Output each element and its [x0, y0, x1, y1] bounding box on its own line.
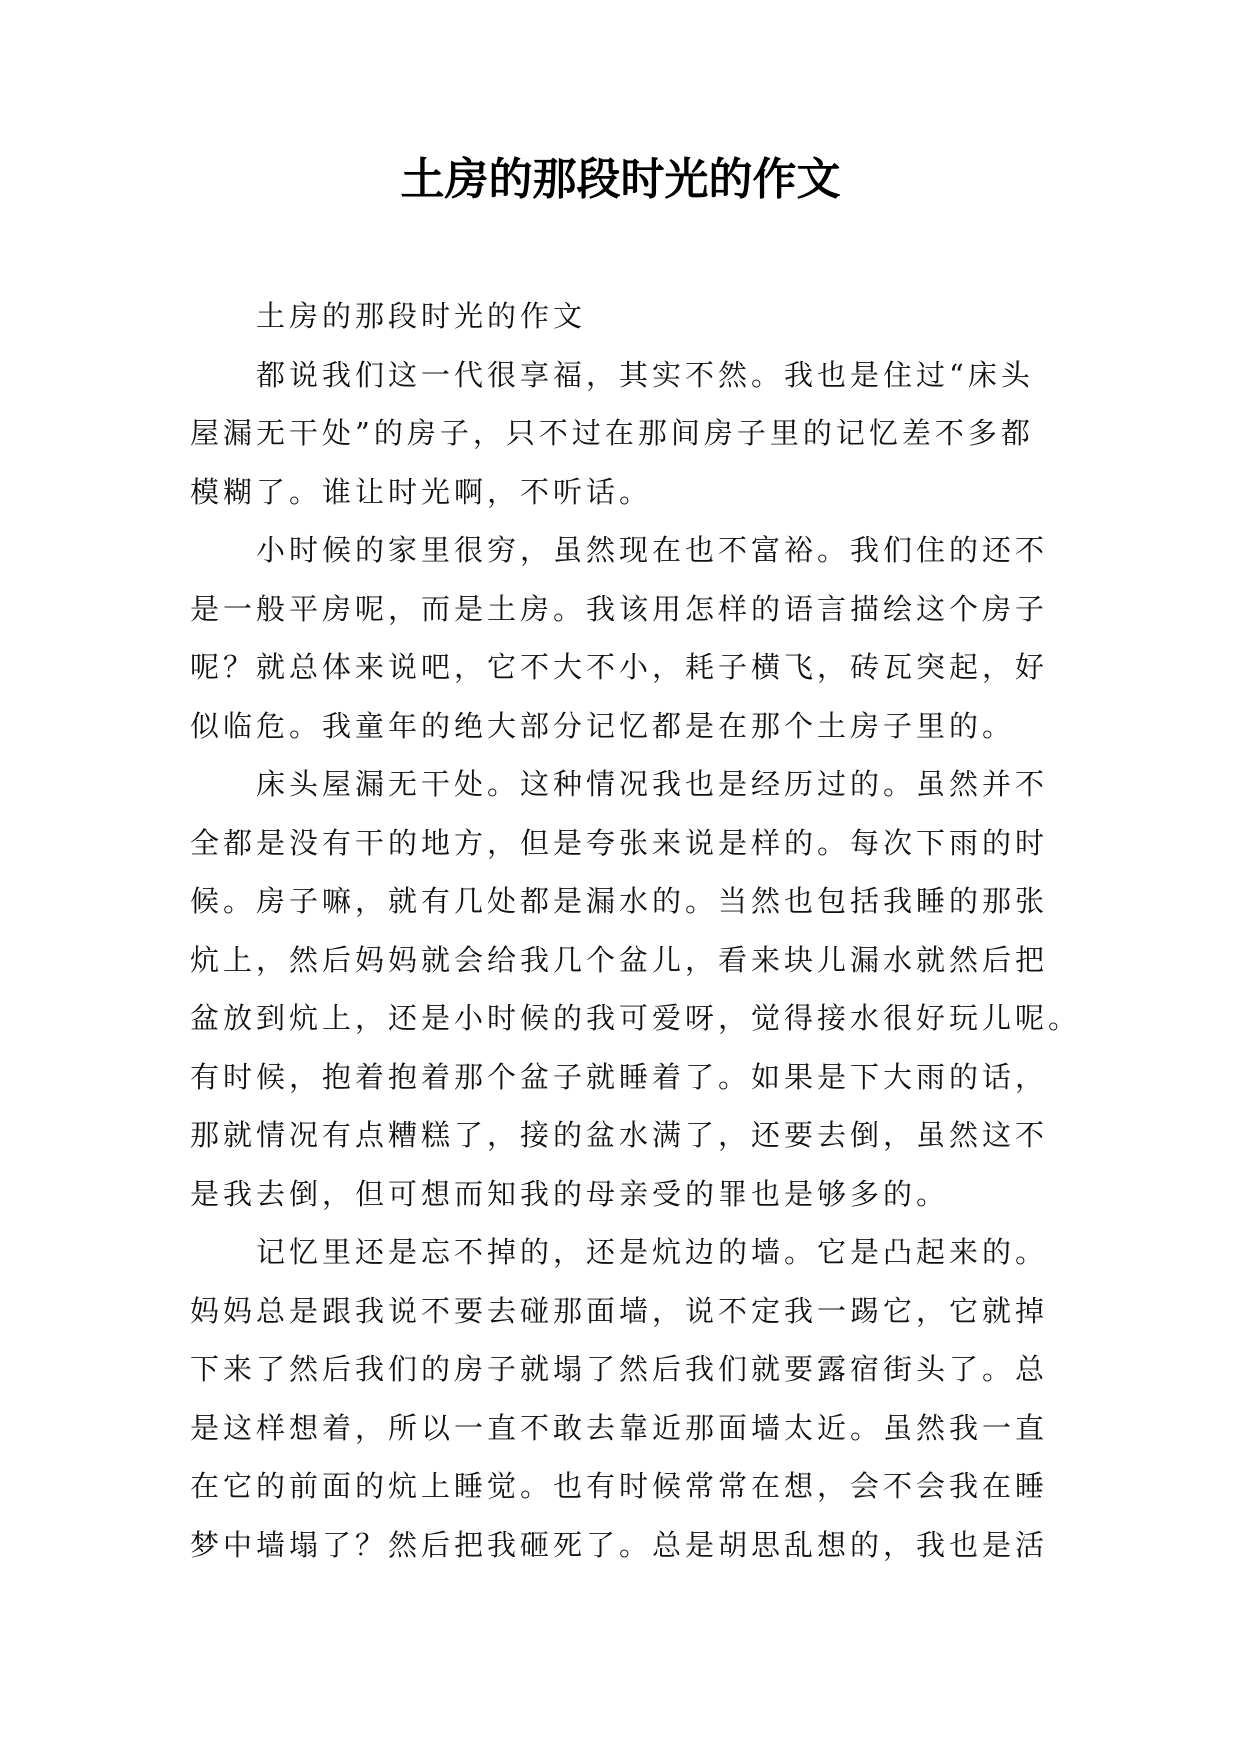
text-line: 是这样想着，所以一直不敢去靠近那面墙太近。虽然我一直 — [190, 1410, 1049, 1445]
text-line: 盆放到炕上，还是小时候的我可爱呀，觉得接水很好玩儿呢。 — [190, 1001, 1082, 1035]
text-line: 妈妈总是跟我说不要去碰那面墙，说不定我一踢它，它就掉 — [190, 1293, 1049, 1328]
text-line: 是一般平房呢，而是土房。我该用怎样的语言描绘这个房子 — [190, 591, 1049, 626]
text-line: 全都是没有干的地方，但是夸张来说是样的。每次下雨的时 — [190, 825, 1049, 860]
text-line: 土房的那段时光的作文 — [256, 299, 587, 333]
text-line: 模糊了。谁让时光啊，不听话。 — [190, 474, 653, 509]
text-line: 呢？就总体来说吧，它不大不小，耗子横飞，砖瓦突起，好 — [190, 650, 1049, 684]
text-line: 候。房子嘛，就有几处都是漏水的。当然也包括我睡的那张 — [190, 884, 1049, 918]
text-line: 小时候的家里很穷，虽然现在也不富裕。我们住的还不 — [256, 533, 1049, 567]
text-line: 在它的前面的炕上睡觉。也有时候常常在想，会不会我在睡 — [190, 1469, 1049, 1503]
document-title: 土房的那段时光的作文 — [400, 154, 841, 205]
text-line: 都说我们这一代很享福，其实不然。我也是住过“床头 — [256, 357, 1034, 392]
text-line: 那就情况有点糟糕了，接的盆水满了，还要去倒，虽然这不 — [190, 1118, 1049, 1152]
document-body — [190, 287, 1082, 1574]
text-line: 梦中墙塌了？然后把我砸死了。总是胡思乱想的，我也是活 — [190, 1527, 1049, 1562]
text-line: 是我去倒，但可想而知我的母亲受的罪也是够多的。 — [190, 1176, 950, 1211]
text-line: 似临危。我童年的绝大部分记忆都是在那个土房子里的。 — [190, 708, 1016, 743]
text-line: 下来了然后我们的房子就塌了然后我们就要露宿街头了。总 — [190, 1352, 1049, 1386]
text-line: 有时候，抱着抱着那个盆子就睡着了。如果是下大雨的话， — [190, 1059, 1049, 1094]
text-line: 床头屋漏无干处。这种情况我也是经历过的。虽然并不 — [256, 767, 1049, 801]
text-line: 炕上，然后妈妈就会给我几个盆儿，看来块儿漏水就然后把 — [190, 942, 1049, 977]
text-line: 记忆里还是忘不掉的，还是炕边的墙。它是凸起来的。 — [256, 1235, 1049, 1269]
text-line: 屋漏无干处”的房子，只不过在那间房子里的记忆差不多都 — [190, 416, 1034, 450]
